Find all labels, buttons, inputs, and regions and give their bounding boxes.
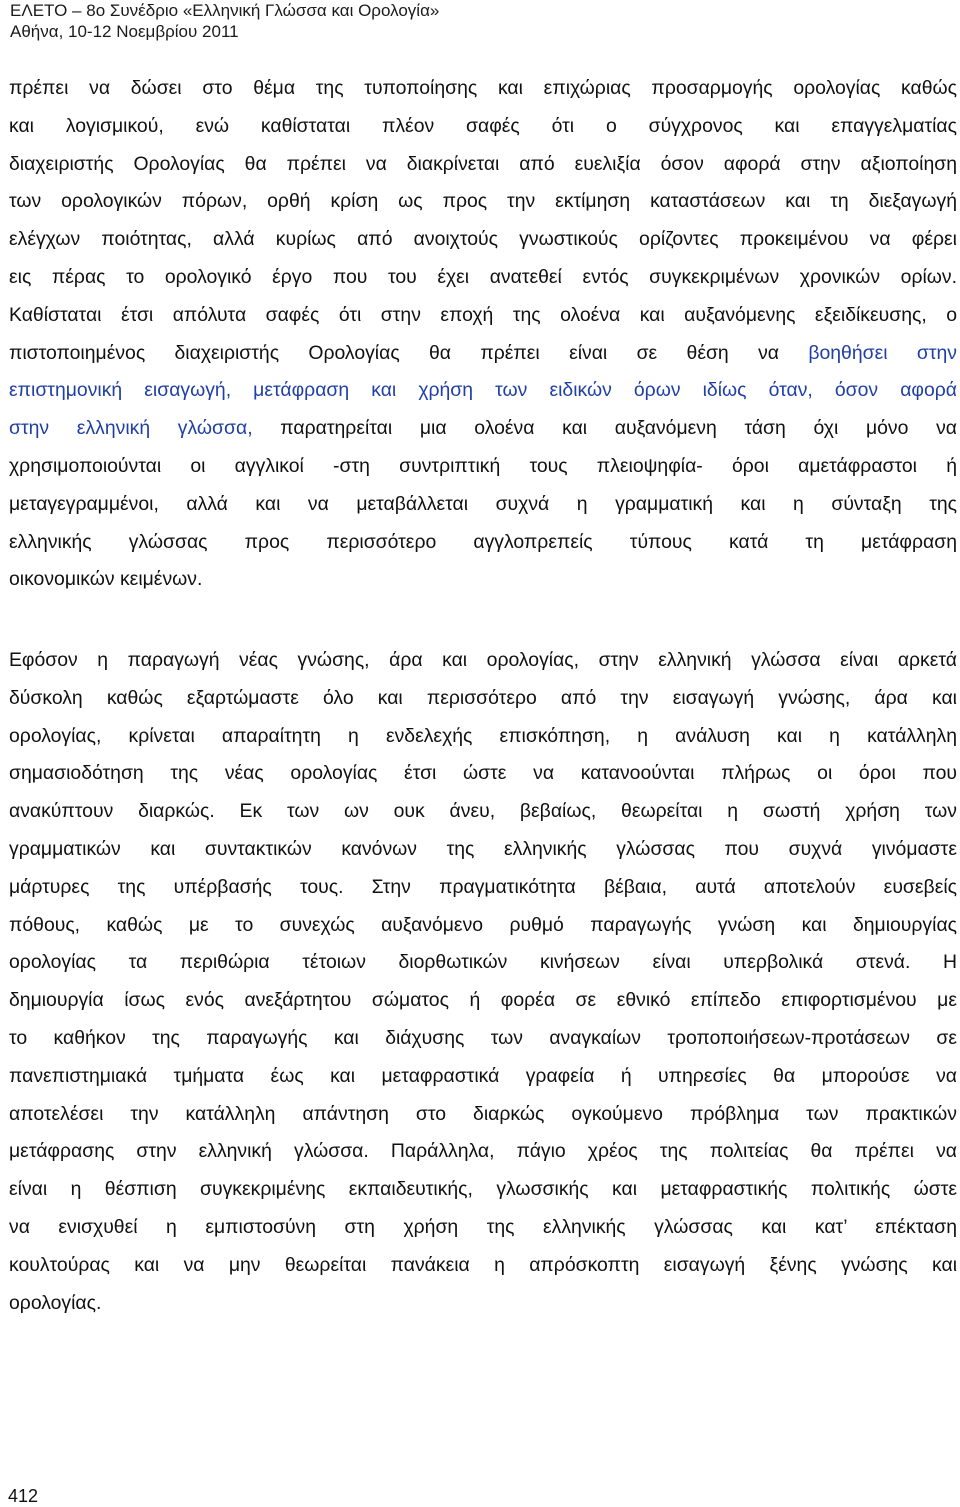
paragraph-2 (9, 642, 957, 1322)
text-line: Καθίσταται έτσι απόλυτα σαφές ότι στην εποχή της ολοένα και αυξανόμενης εξειδίκευσης, ο (9, 303, 957, 326)
text-line: δύσκολη καθώς εξαρτώμαστε όλο και περισσότερο από την εισαγωγή γνώσης, άρα και (9, 686, 957, 709)
text-line: πόθους, καθώς με το συνεχώς αυξανόμενο ρυθμό παραγωγής γνώση και δημιουργίας (9, 913, 957, 936)
text-line: το καθήκον της παραγωγής και διάχυσης των αναγκαίων τροποποιήσεων-προτάσεων σε (9, 1026, 957, 1049)
text-line: διαχειριστής Ορολογίας θα πρέπει να διακρίνεται από ευελιξία όσον αφορά στην αξιοποίηση (9, 152, 957, 175)
header-conference-title: ΕΛΕΤΟ – 8ο Συνέδριο «Ελληνική Γλώσσα και Ορολογία» (10, 1, 440, 20)
text-line: είναι η θέσπιση συγκεκριμένης εκπαιδευτικής, γλωσσικής και μεταφραστικής πολιτικής ώστε (9, 1178, 957, 1201)
text-line: ανακύπτουν διαρκώς. Εκ των ων ουκ άνευ, βεβαίως, θεωρείται η σωστή χρήση των (9, 800, 957, 823)
text-line: πρέπει να δώσει στο θέμα της τυποποίησης και επιχώριας προσαρμογής ορολογίας καθώς (9, 77, 957, 99)
text-line: κουλτούρας και να μην θεωρείται πανάκεια η απρόσκοπτη εισαγωγή ξένης γνώσης και (9, 1253, 957, 1276)
text-line: ορολογίας τα περιθώρια τέτοιων διορθωτικών κινήσεων είναι υπερβολικά στενά. Η (9, 951, 957, 974)
text-line: δημιουργία ίσως ενός ανεξάρτητου σώματος ή φορέα σε εθνικό επίπεδο επιφορτισμένου με (9, 989, 957, 1012)
text-segment: παρατηρείται μια ολοένα και αυξανόμενη τάση όχι μόνο να (280, 417, 957, 440)
text-line-last: ορολογίας. (9, 1291, 102, 1314)
text-line: μετάφρασης στην ελληνική γλώσσα. Παράλληλα, πάγιο χρέος της πολιτείας θα πρέπει να (9, 1140, 957, 1163)
text-line-mixed (9, 410, 957, 448)
text-line: γραμματικών και συντακτικών κανόνων της ελληνικής γλώσσας που συχνά γινόμαστε (9, 837, 957, 860)
text-line: Εφόσον η παραγωγή νέας γνώσης, άρα και ορολογίας, στην ελληνική γλώσσα είναι αρκετά (9, 649, 957, 671)
text-line-mixed (9, 335, 957, 373)
text-line: μάρτυρες της υπέρβασής τους. Στην πραγματικότητα βέβαια, αυτά αποτελούν ευσεβείς (9, 875, 957, 898)
text-line: μεταγεγραμμένοι, αλλά και να μεταβάλλεται συχνά η γραμματική και η σύνταξη της (9, 492, 957, 515)
text-line: και λογισμικού, ενώ καθίσταται πλέον σαφές ότι ο σύγχρονος και επαγγελματίας (9, 114, 957, 137)
highlighted-text-line: επιστημονική εισαγωγή, μετάφραση και χρήση των ειδικών όρων ιδίως όταν, όσον αφορά (9, 379, 957, 402)
text-line: αποτελέσει την κατάλληλη απάντηση στο διαρκώς ογκούμενο πρόβλημα των πρακτικών (9, 1102, 957, 1125)
text-segment: πιστοποιημένος διαχειριστής Ορολογίας θα πρέπει είναι σε θέση να (9, 341, 779, 364)
highlighted-text-segment: βοηθήσει στην (808, 341, 957, 364)
text-line: να ενισχυθεί η εμπιστοσύνη στη χρήση της ελληνικής γλώσσας και κατ’ επέκταση (9, 1215, 957, 1238)
text-line: ορολογίας, κρίνεται απαραίτητη η ενδελεχής επισκόπηση, η ανάλυση και η κατάλληλη (9, 724, 957, 747)
text-line-last: οικονομικών κειμένων. (9, 568, 203, 591)
highlighted-text-segment: στην ελληνική γλώσσα, (9, 417, 253, 440)
running-header (10, 0, 439, 42)
text-line: των ορολογικών πόρων, ορθή κρίση ως προς την εκτίμηση καταστάσεων και τη διεξαγωγή (9, 190, 957, 213)
text-line: ελληνικής γλώσσας προς περισσότερο αγγλοπρεπείς τύπους κατά τη μετάφραση (9, 530, 957, 553)
text-line: ελέγχων ποιότητας, αλλά κυρίως από ανοιχτούς γνωστικούς ορίζοντες προκειμένου να φέρει (9, 228, 957, 251)
text-line: πανεπιστημιακά τμήματα έως και μεταφραστικά γραφεία ή υπηρεσίες θα μπορούσε να (9, 1064, 957, 1087)
page-number: 412 (8, 1486, 39, 1506)
paragraph-1 (9, 70, 957, 599)
header-place-date: Αθήνα, 10-12 Νοεμβρίου 2011 (10, 22, 239, 41)
text-line: εις πέρας το ορολογικό έργο που του έχει ανατεθεί εντός συγκεκριμένων χρονικών ορίων. (9, 265, 957, 288)
text-line: σημασιοδότηση της νέας ορολογίας έτσι ώστε να κατανοούνται πλήρως οι όροι που (9, 762, 957, 785)
text-line: χρησιμοποιούνται οι αγγλικοί -στη συντριπτική τους πλειοψηφία- όροι αμετάφραστοι ή (9, 454, 957, 477)
